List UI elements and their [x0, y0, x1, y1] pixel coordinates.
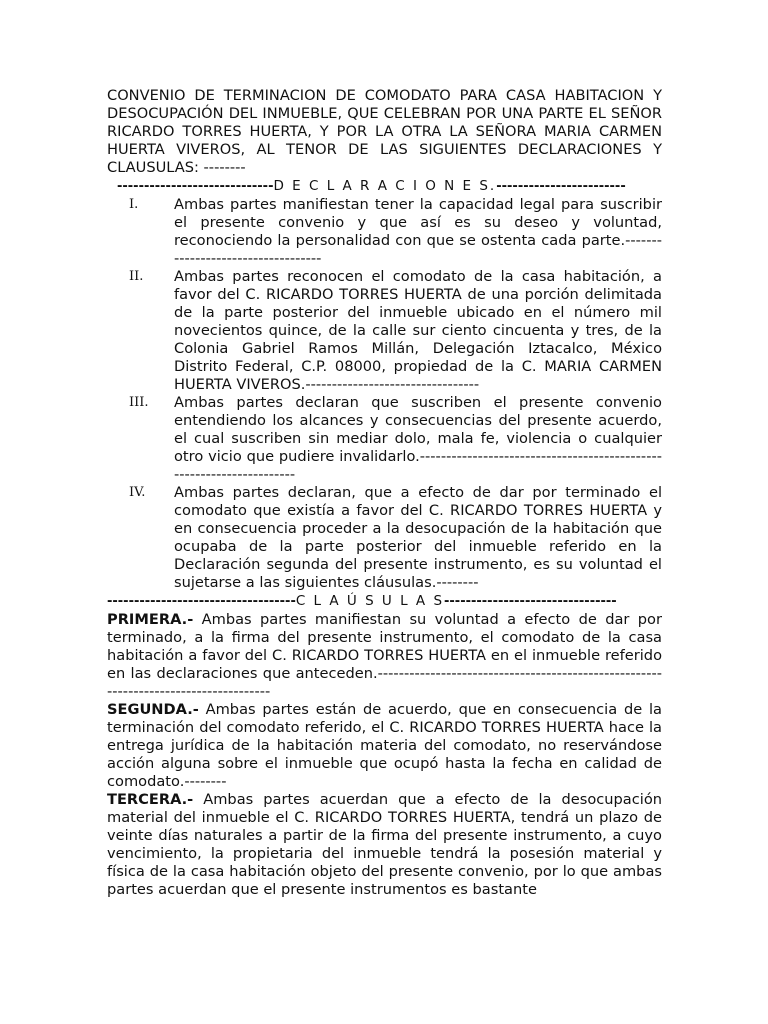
heading-dashes-left: -----------------------------: [117, 179, 274, 194]
declaracion-item: [107, 394, 662, 484]
declaracion-item: [107, 268, 662, 394]
declaracion-number: IV.: [129, 485, 146, 500]
declaracion-number: II.: [129, 269, 144, 284]
declaracion-item: [107, 196, 662, 268]
clausulas-heading-word: C L A Ú S U L A S: [295, 593, 445, 609]
clausulas-heading: [107, 592, 662, 611]
heading-dashes-left: -----------------------------------: [107, 594, 296, 609]
declaraciones-heading: [107, 177, 662, 196]
heading-dashes-right: --------------------------------: [444, 594, 617, 609]
declaracion-item: [107, 484, 662, 592]
clausula-label: SEGUNDA.-: [107, 701, 199, 718]
declaracion-text: Ambas partes reconocen el comodato de la casa habitación, a favor del C. RICARDO TORRES HUERTA de una porción delimitada de la parte posterior del inmueble ubicado en el número mil novecientos quince, de la calle sur ciento cincuenta y tres, de la Colonia Gabriel Ramos Millán, Delegación Iztacalco, México Distrito Federal, C.P. 08000, propiedad de la C. MARIA CARMEN HUERTA VIVEROS.---------------------------------: [174, 268, 662, 393]
declaracion-text: Ambas partes declaran, que a efecto de dar por terminado el comodato que existía a favor del C. RICARDO TORRES HUERTA y en consecuencia proceder a la desocupación de la habitación que ocupaba de la parte posterior del inmueble referido en la Declaración segunda del presente instrumento, es su voluntad el sujetarse a las siguientes cláusulas.--------: [174, 484, 662, 591]
document-title: CONVENIO DE TERMINACION DE COMODATO PARA CASA HABITACION Y DESOCUPACIÓN DEL INMUEBLE, QUE CELEBRAN POR UNA PARTE EL SEÑOR RICARDO TORRES HUERTA, Y POR LA OTRA LA SEÑORA MARIA CARMEN HUERTA VIVEROS, AL TENOR DE LAS SIGUIENTES DECLARACIONES Y CLAUSULAS: --------: [107, 87, 662, 176]
declaracion-number: I.: [129, 197, 139, 212]
document-page: [107, 87, 662, 899]
clausula-label: PRIMERA.-: [107, 611, 194, 628]
declaracion-text: Ambas partes declaran que suscriben el presente convenio entendiendo los alcances y consecuencias del presente acuerdo, el cual suscriben sin mediar dolo, mala fe, violencia o cualquier otro vicio que pudiere invalidarlo.---------------------------------------------------------------------: [174, 394, 662, 483]
clausula-primera: [107, 611, 662, 701]
declaracion-text: Ambas partes manifiestan tener la capacidad legal para suscribir el presente convenio y que así es su deseo y voluntad, reconociendo la personalidad con que se ostenta cada parte.-----------------------------------: [174, 196, 662, 267]
clausula-text: Ambas partes manifiestan su voluntad a efecto de dar por terminado, a la firma del presente instrumento, el comodato de la casa habitación a favor del C. RICARDO TORRES HUERTA en el inmueble referido en las declaraciones que anteceden.-------------------------------------------------------------------------------------: [107, 611, 662, 700]
declaraciones-heading-word: D E C L A R A C I O N E S.: [273, 178, 497, 194]
heading-dashes-right: ------------------------: [496, 179, 626, 194]
clausula-text: Ambas partes están de acuerdo, que en consecuencia de la terminación del comodato referido, el C. RICARDO TORRES HUERTA hace la entrega jurídica de la habitación materia del comodato, no reservándose acción alguna sobre el inmueble que ocupó hasta la fecha en calidad de comodato.--------: [107, 701, 662, 790]
declaracion-number: III.: [129, 395, 149, 410]
clausula-segunda: [107, 701, 662, 791]
clausula-label: TERCERA.-: [107, 791, 194, 808]
clausula-text: Ambas partes acuerdan que a efecto de la desocupación material del inmueble el C. RICARDO TORRES HUERTA, tendrá un plazo de veinte días naturales a partir de la firma del presente instrumento, a cuyo vencimiento, la propietaria del inmueble tendrá la posesión material y física de la casa habitación objeto del presente convenio, por lo que ambas partes acuerdan que el presente instrumentos es bastante: [107, 791, 662, 898]
clausula-tercera: [107, 791, 662, 899]
